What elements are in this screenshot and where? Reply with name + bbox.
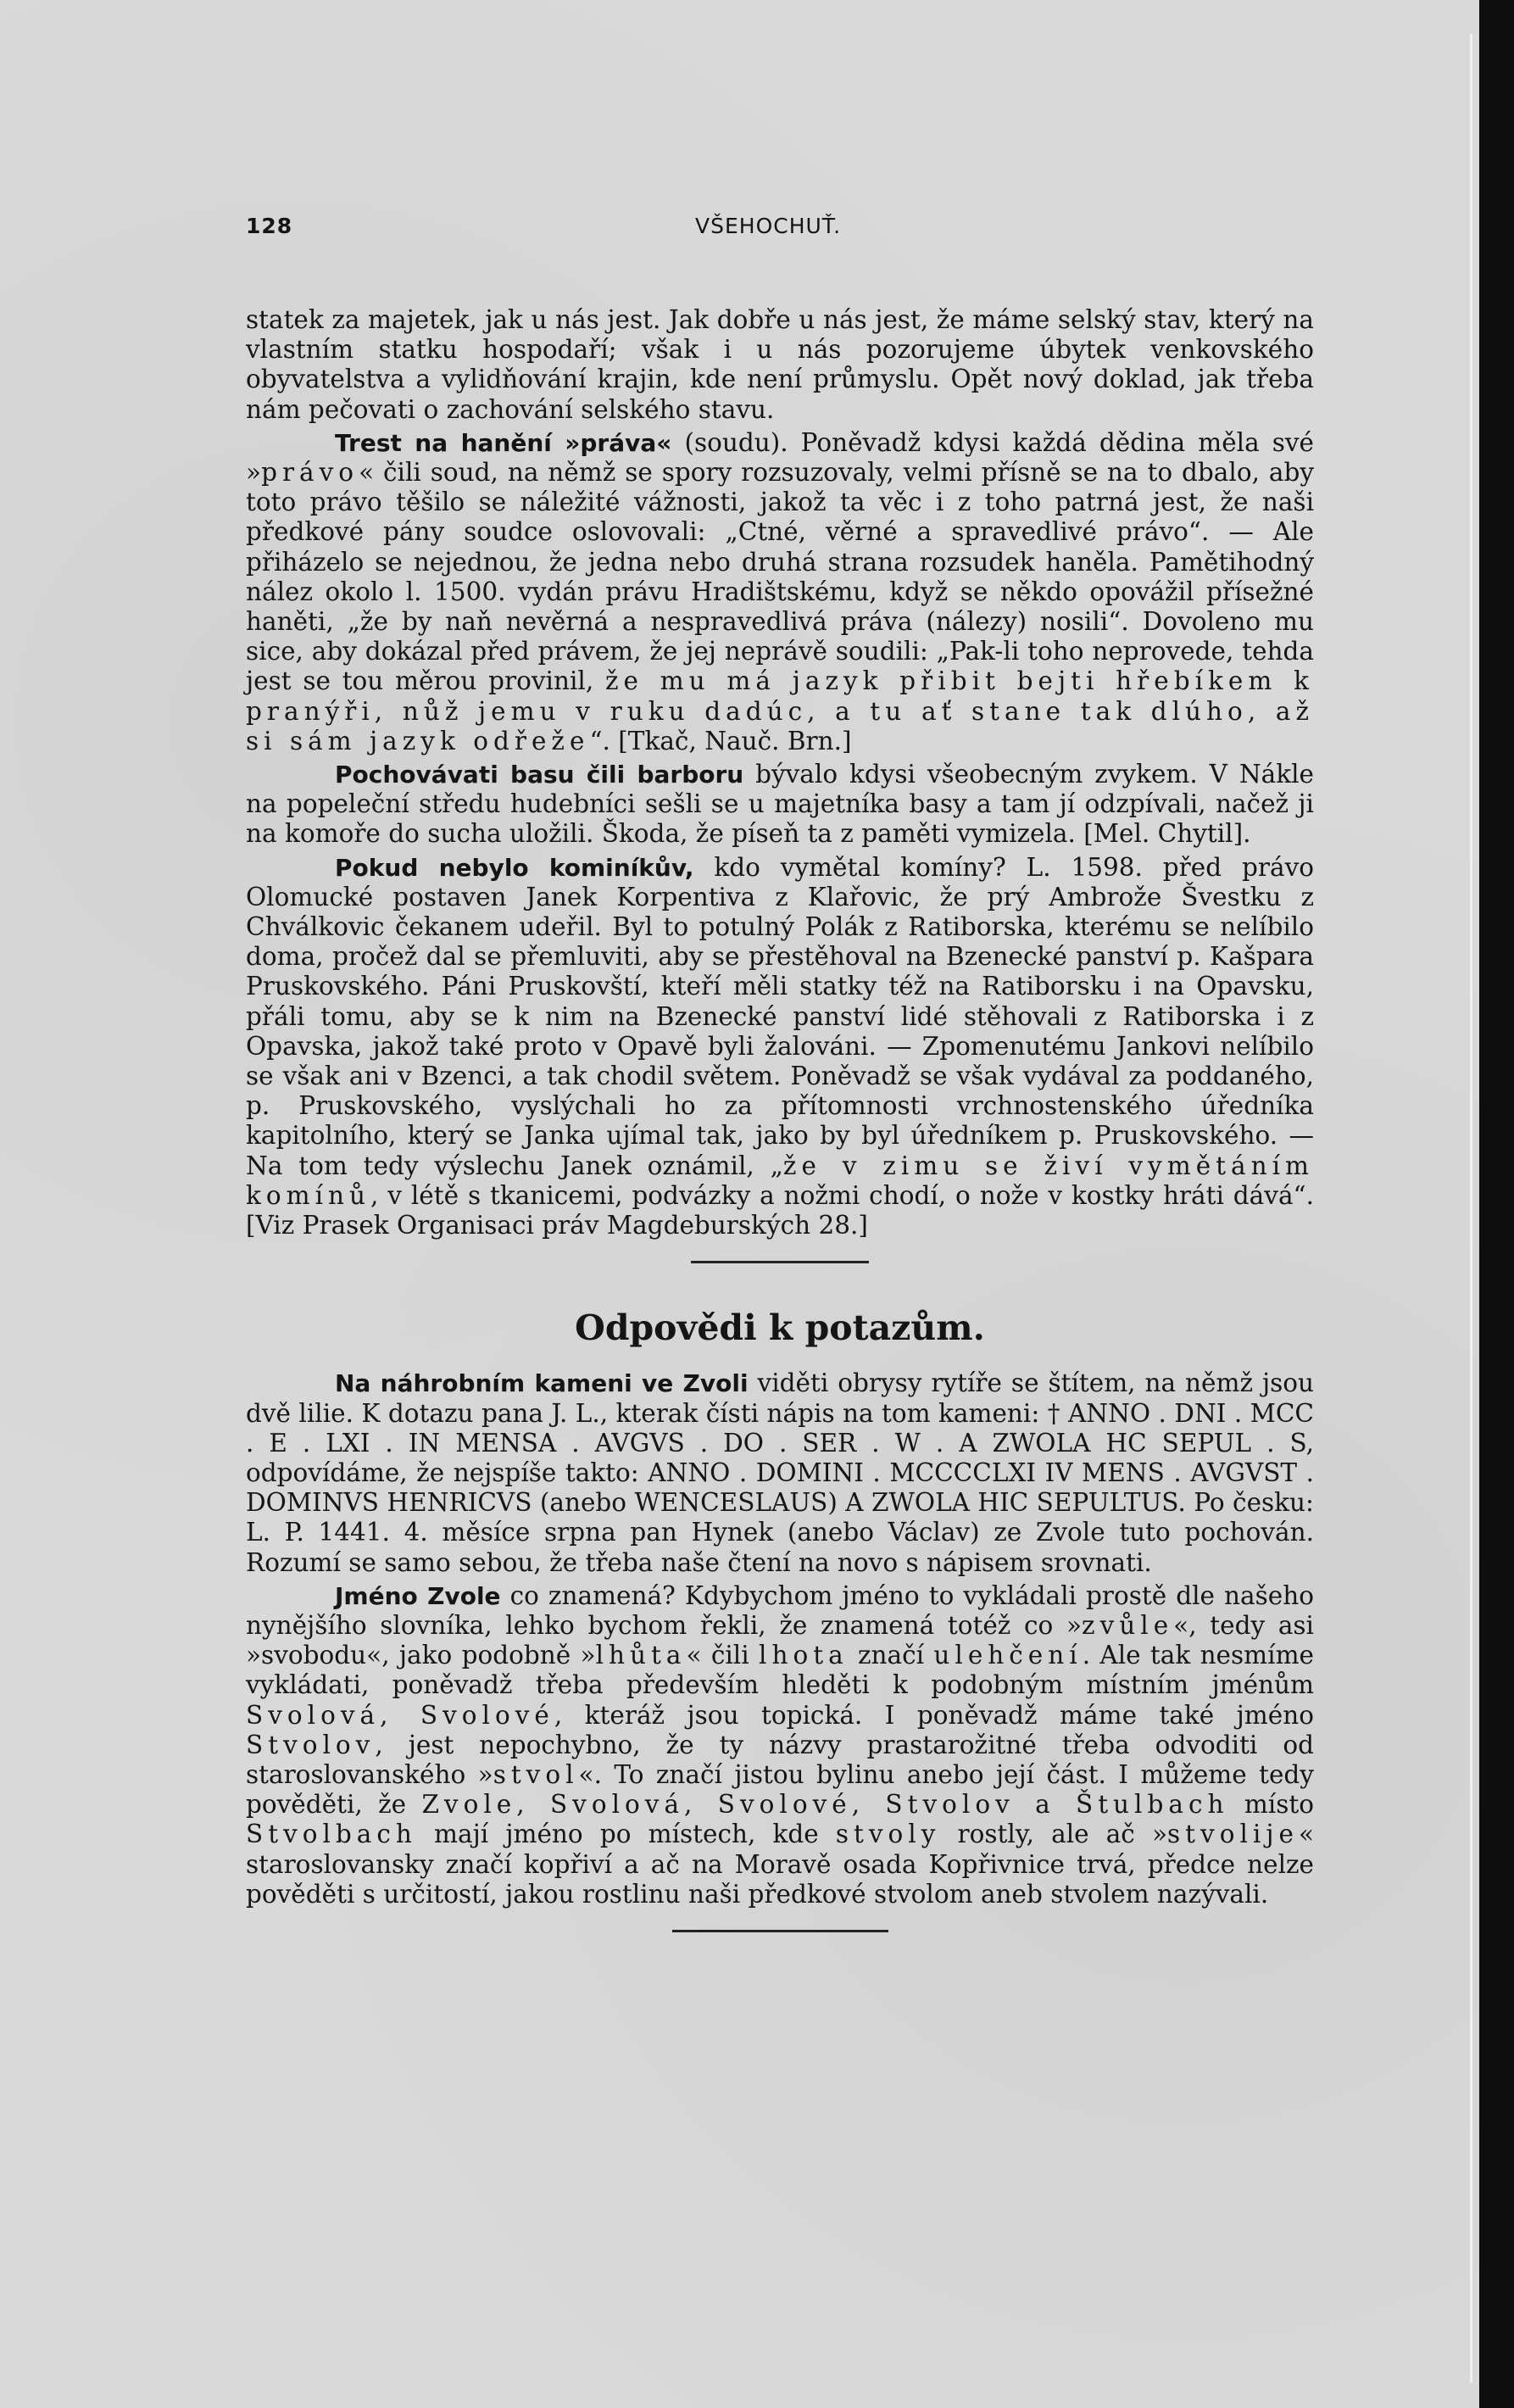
spaced-text: Stvolbach (246, 1820, 417, 1849)
paragraph-text: , v létě s tkanicemi, podvázky a nožmi chodí, o nože v kostky hráti dává“. [Viz Prasek Organisaci práv Magdeburských 28.] (246, 1180, 1314, 1240)
paragraph-text: . Ale tak nesmíme vykládati, poněvadž třeba především hleděti k podobným místním jménům (246, 1641, 1314, 1700)
paragraph-text: statek za majetek, jak u nás jest. Jak dobře u nás jest, že máme selský stav, který na vlastním statku hospodaří; však i u nás pozorujeme úbytek venkovského obyvatelstva a vylidňování krajin, kde není průmyslu. Opět nový doklad, jak třeba nám pečovati o zachování selského stavu. (246, 305, 1314, 424)
paragraph-jmeno-zvole (246, 1581, 1314, 1909)
end-divider (672, 1930, 888, 1932)
paragraph-text: rostly, ale ač » (940, 1820, 1168, 1849)
spaced-text: Zvole, Svolová, Svolové, Stvolov a Štulbach (421, 1790, 1229, 1820)
paragraph-text: bývalo kdysi všeobecným zvykem. V Nákle na popeleční středu hudebníci sešli se u majetníka basy a tam jí odzpívali, načež ji na komoře do sucha uložili. Škoda, že píseň ta z paměti vymizela. [Mel. Chytil]. (246, 760, 1314, 849)
spaced-text: že v zimu se živí vymětáním komínů (246, 1151, 1314, 1210)
section-title: Odpovědi k potazům. (575, 1307, 985, 1349)
spaced-text: Svolová, Svolové (246, 1700, 554, 1730)
paragraph-text: (soudu). Poněvadž kdysi každá dědina měla své » (246, 427, 1315, 488)
entry-keyword: Jméno Zvole (335, 1581, 501, 1610)
spaced-text: stvoly (835, 1820, 941, 1849)
paragraph-text: viděti obrysy rytíře se štítem, na němž jsou dvě lilie. K dotazu pana J. L., kterak čísti nápis na tom kameni: † ANNO . DNI . MCC . E . LXI . IN MENSA . AVGVS . DO . SER . W . A ZWOLA HC SEPUL . S, odpovídáme, že nejspíše takto: ANNO . DOMINI . MCCCCLXI IV MENS . AVGVST . DOMINVS HENRICVS (anebo WENCESLAUS) A ZWOLA HIC SEPULTUS. Po česku: L. P. 1441. 4. měsíce srpna pan Hynek (anebo Václav) ze Zvole tuto pochován. Rozumí se samo sebou, že třeba naše čtení na novo s nápisem srovnati. (246, 1368, 1314, 1577)
paragraph-nahrobni-kamen (246, 1368, 1314, 1577)
entry-keyword: Na náhrobním kameni ve Zvoli (335, 1369, 749, 1398)
paragraph-text: mají jméno po místech, kde (416, 1820, 836, 1849)
entry-keyword: Pokud nebylo kominíkův, (335, 853, 694, 882)
spaced-text: Stvolov (246, 1730, 376, 1759)
body-text (246, 305, 1314, 1932)
running-title: VŠEHOCHUŤ. (695, 214, 842, 238)
paragraph-text: « staroslovansky značí kopřiví a ač na Moravě osada Kopřivnice trvá, předce nelze pověděti s určitostí, jakou rostlinu naši předkové stvolom aneb stvolem nazývali. (246, 1820, 1314, 1909)
paragraph-kominiku (246, 853, 1314, 1241)
paragraph-text: značí (848, 1641, 934, 1670)
spaced-text: zvůle (1082, 1610, 1174, 1640)
scan-edge-line (1470, 34, 1472, 2383)
paragraph-text: « čili soud, na němž se spory rozsuzovaly, velmi přísně se na to dbalo, aby toto právo těšilo se náležité vážnosti, jakož ta věc i z toho patrná jest, že naši předkové pány soudce oslovovali: „Ctné, věrné a spravedlivé právo“. — Ale přiházelo se nejednou, že jedna nebo druhá strana rozsudek haněla. Pamětihodný nález okolo l. 1500. vydán právu Hradištskému, když se někdo opovážil přísežné haněti, „že by naň nevěrná a nespravedlivá práva (nálezy) nosili“. Dovoleno mu sice, aby dokázal před právem, že jej neprávě soudili: „Pak-li toho neprovede, tehda jest se tou měrou provinil, (246, 458, 1314, 696)
page-header (246, 214, 1314, 248)
entry-keyword: Trest na hanění »práva« (335, 428, 672, 457)
paragraph-text: «. To značí jistou bylinu anebo její část. I můžeme tedy pověděti, že (246, 1759, 1314, 1820)
paragraph-text: , jest nepochybno, že ty názvy prastarožitné třeba odvoditi od staroslovanského » (246, 1730, 1314, 1789)
paragraph-text: kdo vymětal komíny? L. 1598. před právo Olomucké postaven Janek Korpentiva z Klařovic, že prý Ambrože Švestku z Chválkovic čekanem udeřil. Byl to potulný Polák z Ratiborska, kterému se nelíbilo doma, pročež dal se přemluviti, aby se přestěhoval na Bzenecké panství p. Kašpara Pruskovského. Páni Pruskovští, kteří měli statky též na Ratiborsku i na Opavsku, přáli tomu, aby se k nim na Bzenecké panství lidé stěhovali z Ratiborska i z Opavska, jakož také proto v Opavě byli žalováni. — Zpomenutému Jankovi nelíbilo se však ani v Bzenci, a tak chodil světem. Poněvadž se však vydával za poddaného, p. Pruskovského, vyslýchali ho za přítomnosti vrchnostenského úředníka kapitolního, který se Janka ujímal tak, jako by byl úředníkem p. Pruskovského. — Na tom tedy výslechu Janek oznámil, „ (246, 852, 1314, 1180)
paragraph-pochovavati-basu (246, 760, 1314, 850)
page-number: 128 (246, 214, 293, 238)
paragraph-text: místo (1228, 1790, 1314, 1820)
entry-keyword: Pochovávati basu čili barboru (335, 761, 744, 789)
spaced-text: stvolije (1167, 1820, 1299, 1849)
spaced-text: lhůta (595, 1641, 687, 1670)
paragraph-text: , kteráž jsou topická. I poněvadž máme také jméno (554, 1700, 1315, 1730)
paragraph-trest-na-haneni (246, 428, 1314, 756)
paragraph-text: “. [Tkač, Nauč. Brn.] (589, 726, 852, 755)
spaced-text: že mu má jazyk přibit bejti hřebíkem k pranýři, nůž jemu v ruku dadúc, a tu ať stane tak dlúho, až si sám jazyk odřeže (246, 666, 1314, 755)
section-divider (691, 1261, 869, 1263)
paragraph-text: «, tedy asi »svobodu«, jako podobně » (246, 1610, 1314, 1670)
spaced-text: stvol (493, 1759, 579, 1789)
paragraph-continuation (246, 305, 1314, 425)
scan-edge (1479, 0, 1514, 2408)
spaced-text: právo (261, 458, 359, 488)
spaced-text: ulehčení (933, 1641, 1083, 1670)
paragraph-text: « čili (686, 1641, 760, 1670)
spaced-text: lhota (759, 1641, 849, 1670)
paragraph-text: co znamená? Kdybychom jméno to vykládali prostě dle našeho nynějšího slovníka, lehko bychom řekli, že znamená totéž co » (246, 1580, 1314, 1640)
